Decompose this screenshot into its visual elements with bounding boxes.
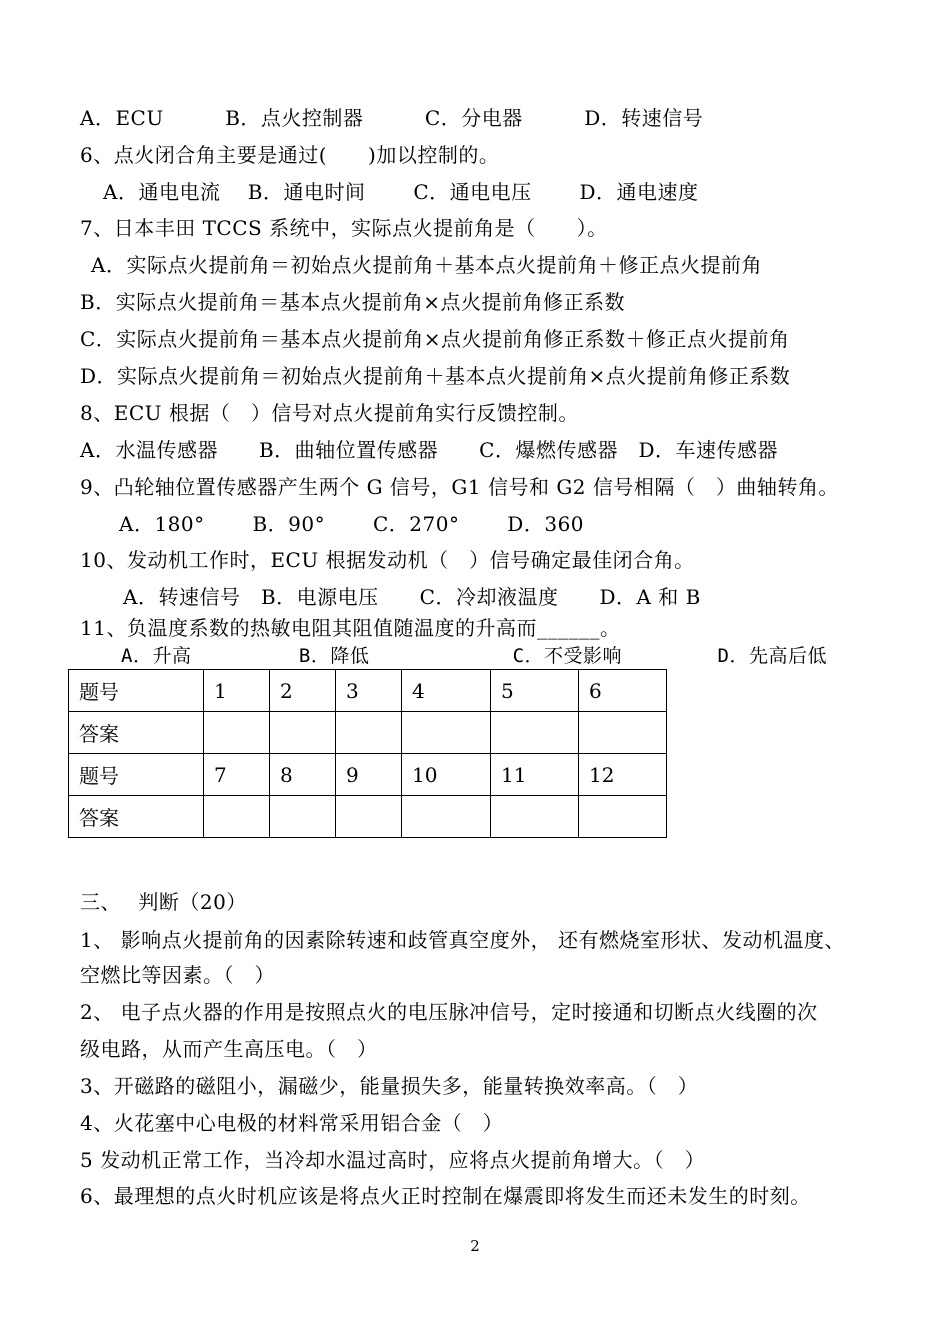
question-7: 7、日本丰田 TCCS 系统中，实际点火提前角是（ ）。 [80,216,608,240]
q10-options: A．转速信号 B．电源电压 C．冷却液温度 D．A 和 B [123,585,701,609]
table-cell: 题号 [69,670,204,712]
answer-cell[interactable] [336,712,402,754]
question-8: 8、ECU 根据（ ）信号对点火提前角实行反馈控制。 [80,401,579,425]
table-cell: 4 [402,670,491,712]
table-cell: 9 [336,754,402,796]
table-row [69,796,667,838]
judgment-4: 4、火花塞中心电极的材料常采用铝合金（ ） [80,1111,504,1135]
table-cell: 8 [270,754,336,796]
table-cell: 题号 [69,754,204,796]
table-cell: 11 [491,754,579,796]
table-cell: 1 [204,670,270,712]
question-9: 9、凸轮轴位置传感器产生两个 G 信号，G1 信号和 G2 信号相隔（ ）曲轴转角。 [80,475,839,499]
q9-options: A．180° B．90° C．270° D．360 [119,512,585,536]
answer-table [68,669,667,838]
table-cell: 6 [579,670,667,712]
question-11: 11、负温度系数的热敏电阻其阻值随温度的升高而______。 [80,616,621,640]
judgment-2-line-1: 2、 电子点火器的作用是按照点火的电压脉冲信号，定时接通和切断点火线圈的次 [80,1000,818,1024]
table-cell: 12 [579,754,667,796]
judgment-2-line-2: 级电路，从而产生高压电。（ ） [80,1037,378,1061]
table-cell: 答案 [69,712,204,754]
judgment-5: 5 发动机正常工作，当冷却水温过高时，应将点火提前角增大。（ ） [80,1148,706,1172]
answer-cell[interactable] [579,712,667,754]
table-row [69,712,667,754]
answer-cell[interactable] [579,796,667,838]
q7-option-c: C．实际点火提前角＝基本点火提前角×点火提前角修正系数＋修正点火提前角 [80,327,790,351]
table-cell: 5 [491,670,579,712]
table-row [69,670,667,712]
judgment-3: 3、开磁路的磁阻小，漏磁少，能量损失多，能量转换效率高。（ ） [80,1074,699,1098]
table-cell: 3 [336,670,402,712]
section-3-heading: 三、 判断（20） [80,890,247,914]
answer-cell[interactable] [402,712,491,754]
answer-cell[interactable] [204,712,270,754]
q5-options: A．ECU B．点火控制器 C．分电器 D．转速信号 [80,106,704,130]
page-number: 2 [470,1237,480,1255]
question-6: 6、点火闭合角主要是通过( )加以控制的。 [80,143,500,167]
judgment-1-line-1: 1、 影响点火提前角的因素除转速和歧管真空度外， 还有燃烧室形状、发动机温度、 [80,928,845,952]
judgment-6: 6、最理想的点火时机应该是将点火正时控制在爆震即将发生而还未发生的时刻。 [80,1184,811,1208]
table-cell: 10 [402,754,491,796]
question-10: 10、发动机工作时，ECU 根据发动机（ ）信号确定最佳闭合角。 [80,548,695,572]
answer-cell[interactable] [491,796,579,838]
q8-options: A．水温传感器 B．曲轴位置传感器 C．爆燃传感器 D．车速传感器 [80,438,778,462]
table-cell: 答案 [69,796,204,838]
judgment-1-line-2: 空燃比等因素。（ ） [80,963,275,987]
q7-option-a: A．实际点火提前角＝初始点火提前角＋基本点火提前角＋修正点火提前角 [91,253,762,277]
table-row [69,754,667,796]
answer-cell[interactable] [336,796,402,838]
table-cell: 7 [204,754,270,796]
answer-cell[interactable] [402,796,491,838]
q7-option-d: D．实际点火提前角＝初始点火提前角＋基本点火提前角×点火提前角修正系数 [80,364,791,388]
table-cell: 2 [270,670,336,712]
answer-cell[interactable] [204,796,270,838]
q11-options: A．升高 B．降低 C．不受影响 D．先高后低 [121,645,827,667]
answer-cell[interactable] [491,712,579,754]
q6-options: A．通电电流 B．通电时间 C．通电电压 D．通电速度 [103,180,699,204]
answer-cell[interactable] [270,712,336,754]
answer-cell[interactable] [270,796,336,838]
q7-option-b: B．实际点火提前角＝基本点火提前角×点火提前角修正系数 [80,290,625,314]
